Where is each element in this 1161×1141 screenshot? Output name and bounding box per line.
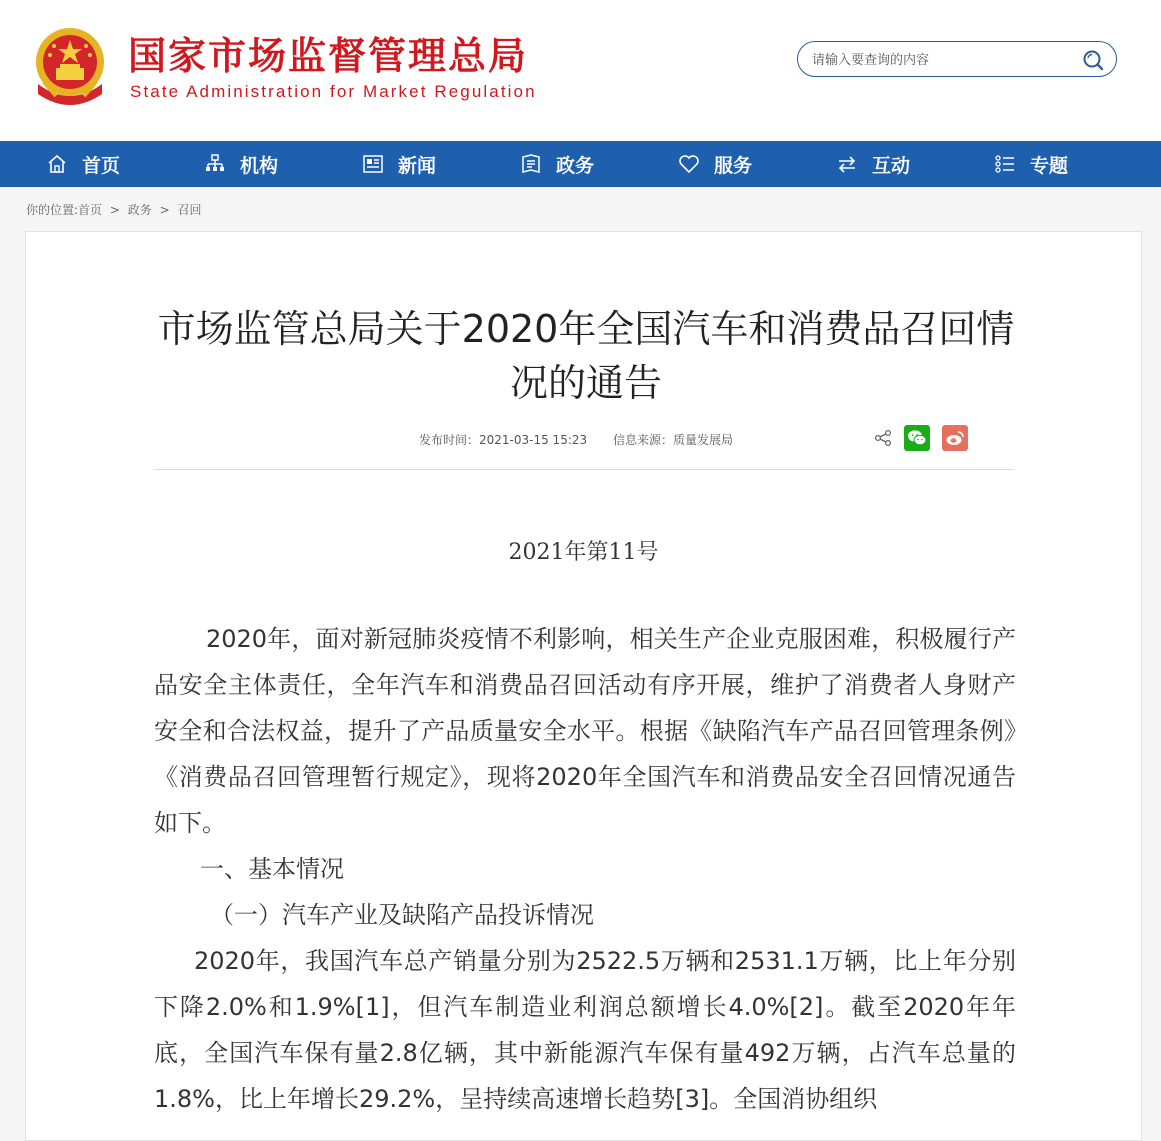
site-header (0, 0, 1161, 141)
document-icon (520, 153, 542, 175)
national-emblem-icon[interactable] (30, 24, 110, 108)
news-icon (362, 153, 384, 175)
home-icon (46, 153, 68, 175)
nav-item-government[interactable] (520, 141, 678, 187)
nav-label: 新闻 (398, 154, 437, 177)
nav-label: 专题 (1030, 154, 1069, 177)
weibo-share-button[interactable] (942, 425, 968, 451)
document-number: 2021年第11号 (508, 540, 659, 565)
wechat-share-button[interactable] (904, 425, 930, 451)
subsection-heading: （一）汽车产业及缺陷产品投诉情况 (210, 901, 594, 929)
breadcrumb-recall[interactable]: 召回 (177, 203, 202, 217)
nav-item-news[interactable] (362, 141, 520, 187)
article-body (154, 616, 1016, 1122)
nav-label: 政务 (556, 154, 595, 177)
main-nav (0, 141, 1161, 187)
weibo-icon (945, 429, 965, 447)
search-icon[interactable] (1082, 49, 1104, 71)
publish-time: 发布时间：2021-03-15 15:23 (419, 433, 588, 447)
topics-list-icon (994, 153, 1016, 175)
nav-label: 首页 (82, 154, 121, 177)
nav-item-org[interactable] (204, 141, 362, 187)
share-bar (874, 425, 968, 451)
nav-item-interact[interactable] (836, 141, 994, 187)
breadcrumb-separator: > (159, 203, 170, 217)
breadcrumb-home[interactable]: 首页 (78, 203, 103, 217)
breadcrumb-government[interactable]: 政务 (127, 203, 152, 217)
paragraph: 2020年，面对新冠肺炎疫情不利影响，相关生产企业克服困难，积极履行产品安全主体责任，全年汽车和消费品召回活动有序开展，维护了消费者人身财产安全和合法权益，提升了产品质量安全水平。根据《缺陷汽车产品召回管理条例》《消费品召回管理暂行规定》，现将2020年全国汽车和消费品安全召回情况通告如下。 (154, 625, 1016, 837)
article-title: 市场监管总局关于2020年全国汽车和消费品召回情况的通告 (157, 307, 1015, 405)
nav-label: 互动 (872, 154, 911, 177)
wechat-icon (907, 429, 927, 447)
site-title-en[interactable]: State Administration for Market Regulation (130, 82, 537, 101)
site-title-cn[interactable]: 国家市场监督管理总局 (128, 34, 529, 78)
section-heading: 一、基本情况 (200, 855, 344, 883)
nav-item-service[interactable] (678, 141, 836, 187)
title-divider (154, 469, 1014, 470)
article-panel (25, 231, 1142, 1141)
share-icon[interactable] (874, 429, 892, 447)
heart-icon (678, 153, 700, 175)
paragraph: 2020年，我国汽车总产销量分别为2522.5万辆和2531.1万辆，比上年分别下降2.0%和1.9%[1]，但汽车制造业利润总额增长4.0%[2]。截至2020年年底，全国汽车保有量2.8亿辆，其中新能源汽车保有量492万辆，占汽车总量的1.8%，比上年增长29.2%，呈持续高速增长趋势[3]。全国消协组织 (154, 947, 1016, 1113)
info-source: 信息来源：质量发展局 (612, 433, 733, 447)
nav-item-home[interactable] (46, 141, 204, 187)
search-input[interactable] (810, 49, 1074, 71)
nav-item-topics[interactable] (994, 141, 1152, 187)
search-box (797, 41, 1117, 77)
swap-arrows-icon (836, 153, 858, 175)
breadcrumb-prefix: 你的位置: (26, 203, 79, 217)
article-meta (419, 431, 755, 448)
nav-label: 机构 (240, 154, 279, 177)
org-chart-icon (204, 153, 226, 175)
breadcrumb (26, 201, 206, 218)
nav-label: 服务 (714, 154, 753, 177)
breadcrumb-separator: > (109, 203, 120, 217)
